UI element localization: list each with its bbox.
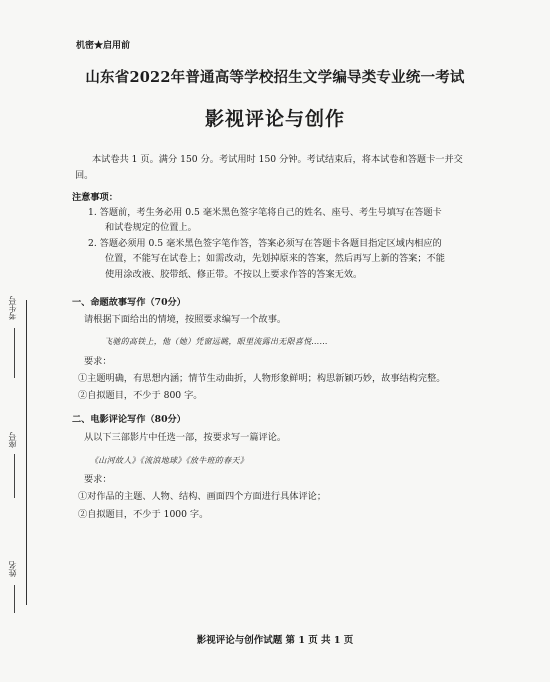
note-2-line-1: 2. 答题必须用 0.5 毫米黑色签字笔作答，答案必须写在答题卡各题目指定区域内相应的 (88, 238, 442, 249)
instructions-line-2: 回。 (75, 170, 94, 181)
section-2-requirement-2: ②自拟题目，不少于 1000 字。 (78, 509, 209, 520)
section-2-heading: 二、电影评论写作（80分） (72, 414, 186, 425)
exam-number-line (14, 328, 15, 378)
instructions-line-1: 本试卷共 1 页。满分 150 分。考试用时 150 分钟。考试结束后，将本试卷和答题卡一并交 (92, 154, 463, 165)
name-label: 姓名 (8, 561, 17, 577)
note-2-line-2: 位置，不能写在试卷上；如需改动，先划掉原来的答案，然后再写上新的答案；不能 (105, 253, 445, 264)
exam-number-label: 考生号 (8, 296, 17, 320)
section-1-heading: 一、命题故事写作（70分） (72, 297, 186, 308)
seat-number-label: 座号 (8, 432, 17, 448)
exam-title: 山东省2022年普通高等学校招生文学编导类专业统一考试 (85, 69, 465, 86)
notes-title: 注意事项： (72, 192, 118, 203)
note-2-line-3: 使用涂改液、胶带纸、修正带。不按以上要求作答的答案无效。 (105, 269, 363, 280)
subject-title: 影视评论与创作 (204, 108, 345, 130)
confidential-mark: 机密★启用前 (76, 41, 131, 51)
section-2-prompt: 从以下三部影片中任选一部，按要求写一篇评论。 (84, 432, 287, 443)
section-1-prompt: 请根据下面给出的情境，按照要求编写一个故事。 (84, 314, 287, 325)
section-1-requirements-label: 要求： (84, 356, 112, 367)
section-1-requirement-2: ②自拟题目，不少于 800 字。 (78, 390, 203, 401)
seat-number-line (14, 454, 15, 498)
note-1-line-1: 1. 答题前，考生务必用 0.5 毫米黑色签字笔将自己的姓名、座号、考生号填写在答题卡 (88, 207, 442, 218)
binding-line (26, 300, 27, 605)
section-2-requirement-1: ①对作品的主题、人物、结构、画面四个方面进行具体评论； (78, 491, 327, 502)
name-line (14, 585, 15, 613)
binding-margin (0, 0, 46, 682)
section-2-requirements-label: 要求： (84, 474, 112, 485)
page-footer: 影视评论与创作试题 第 1 页 共 1 页 (196, 635, 354, 646)
section-2-films: 《山河故人》《流浪地球》《放牛班的春天》 (90, 456, 248, 465)
note-1-line-2: 和试卷规定的位置上。 (105, 222, 197, 233)
section-1-requirement-1: ①主题明确，有思想内涵；情节生动曲折，人物形象鲜明；构思新颖巧妙，故事结构完整。 (78, 373, 446, 384)
section-1-scenario: 飞驰的高铁上，他（她）凭窗远眺，眼里流露出无限喜悦…… (104, 337, 329, 346)
